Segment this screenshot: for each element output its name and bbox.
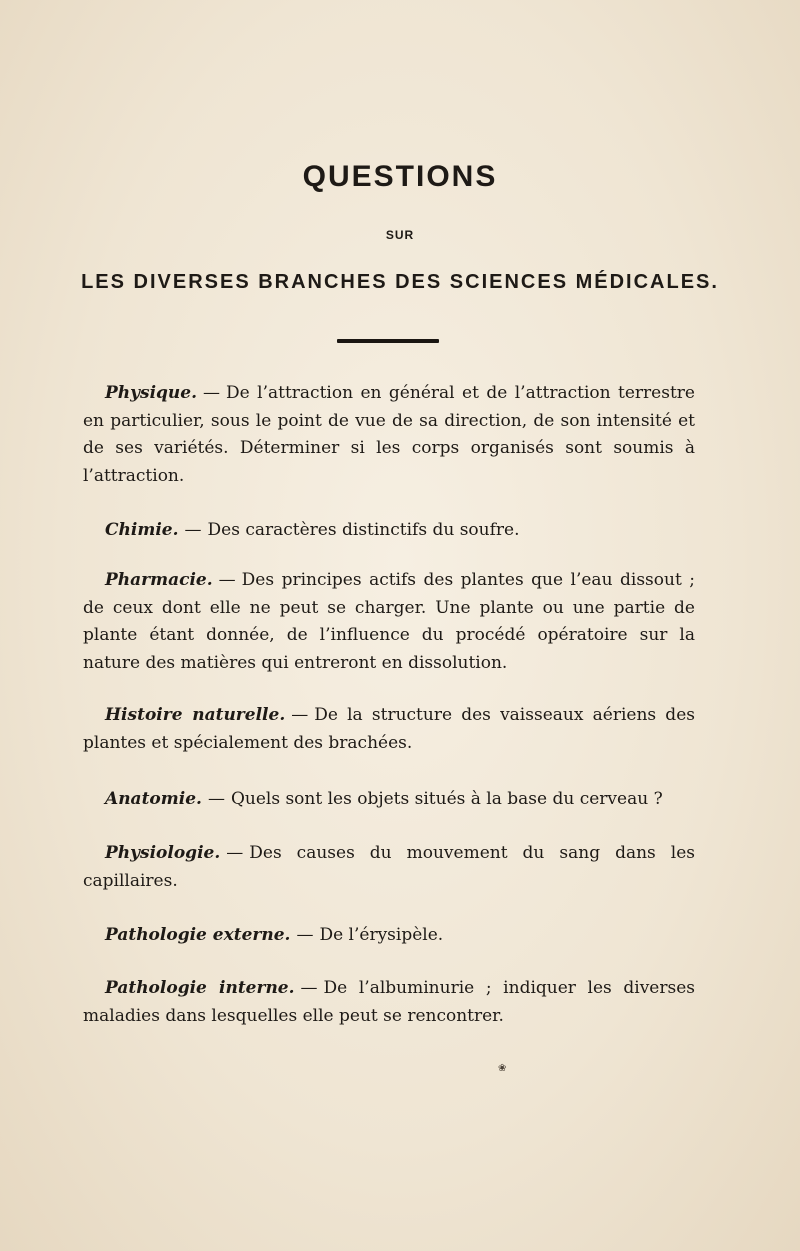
question-pathologie-interne <box>83 975 695 1030</box>
question-subject: Physique. <box>105 383 198 403</box>
question-text: Des causes du mouvement du sang dans les capillaires. <box>83 843 695 891</box>
question-subject: Chimie. <box>105 520 179 540</box>
question-text: Des caractères distinctifs du soufre. <box>207 520 520 540</box>
em-dash: — <box>207 789 225 809</box>
question-subject: Histoire naturelle. <box>105 705 286 725</box>
page-subtitle: LES DIVERSES BRANCHES DES SCIENCES MÉDICALES. <box>81 271 719 293</box>
em-dash: — <box>291 705 309 725</box>
question-subject: Pathologie interne. <box>105 978 295 998</box>
question-chimie <box>83 517 695 545</box>
divider-rule <box>337 339 439 343</box>
question-subject: Pathologie externe. <box>105 925 291 945</box>
question-subject: Pharmacie. <box>105 570 213 590</box>
em-dash: — <box>296 925 314 945</box>
question-text: Quels sont les objets situés à la base du cerveau ? <box>230 789 663 809</box>
em-dash: — <box>218 570 236 590</box>
question-histoire-naturelle <box>83 702 695 757</box>
em-dash: — <box>203 383 221 403</box>
question-anatomie <box>83 786 695 814</box>
em-dash: — <box>300 978 318 998</box>
em-dash: — <box>184 520 202 540</box>
question-text: Des principes actifs des plantes que l’eau dissout ; de ceux dont elle ne peut se charger. Une plante ou une partie de plante étant donnée, de l’influence du procédé opératoire sur la nature des matières qui entreront en dissolution. <box>83 570 695 673</box>
question-pharmacie <box>83 567 695 677</box>
title-connector: SUR <box>385 228 415 242</box>
question-text: De l’attraction en général et de l’attraction terrestre en particulier, sous le point de vue de sa direction, de son intensité et de ses variétés. Déterminer si les corps organisés sont soumis à l’attraction. <box>83 383 695 486</box>
em-dash: — <box>226 843 244 863</box>
ornament-mark: ❀ <box>498 1063 507 1074</box>
question-subject: Anatomie. <box>105 789 202 809</box>
question-text: De la structure des vaisseaux aériens des plantes et spécialement des brachées. <box>83 705 695 753</box>
question-subject: Physiologie. <box>105 843 221 863</box>
question-text: De l’albuminurie ; indiquer les diverses maladies dans lesquelles elle peut se rencontrer. <box>83 978 696 1026</box>
question-text: De l’érysipèle. <box>319 925 444 945</box>
question-pathologie-externe <box>83 922 695 950</box>
page-title: QUESTIONS <box>302 160 498 193</box>
question-physique <box>83 380 695 490</box>
question-physiologie <box>83 840 695 895</box>
